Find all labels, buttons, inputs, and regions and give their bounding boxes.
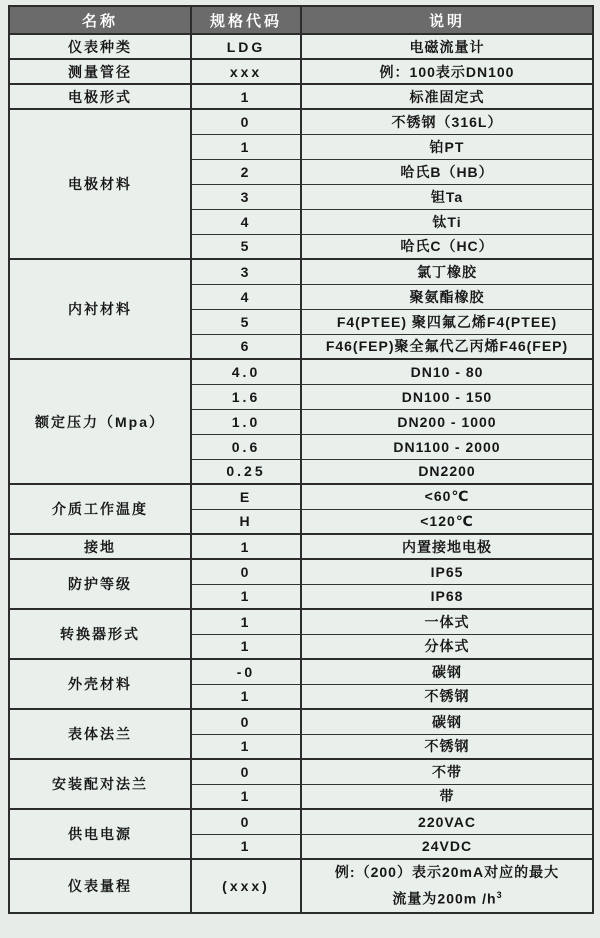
desc-cell: 哈氏B（HB）: [301, 159, 593, 184]
table-row: [9, 59, 593, 84]
code-cell: 1: [191, 784, 301, 809]
desc-cell: 碳钢: [301, 659, 593, 684]
desc-cell: 钛Ti: [301, 209, 593, 234]
desc-cell: 220VAC: [301, 809, 593, 834]
code-cell: 4.0: [191, 359, 301, 384]
code-cell: 0: [191, 709, 301, 734]
desc-cell: DN10 - 80: [301, 359, 593, 384]
group-name-cell: 测量管径: [9, 59, 191, 84]
code-cell: 1: [191, 734, 301, 759]
code-cell: 2: [191, 159, 301, 184]
code-cell: 1: [191, 534, 301, 559]
desc-cell: F46(FEP)聚全氟代乙丙烯F46(FEP): [301, 334, 593, 359]
desc-cell: 不锈钢（316L）: [301, 109, 593, 134]
group-name-cell: 外壳材料: [9, 659, 191, 709]
desc-cell: 不锈钢: [301, 684, 593, 709]
desc-cell: 不锈钢: [301, 734, 593, 759]
table-row: [9, 809, 593, 834]
desc-cell: 聚氨酯橡胶: [301, 284, 593, 309]
table-row: [9, 709, 593, 734]
group-name-cell: 仪表量程: [9, 859, 191, 913]
code-cell: 1: [191, 634, 301, 659]
col-header-code: 规格代码: [191, 6, 301, 34]
table-row: [9, 534, 593, 559]
code-cell: 1.6: [191, 384, 301, 409]
code-cell: 0.6: [191, 434, 301, 459]
group-name-cell: 电极形式: [9, 84, 191, 109]
table-row: [9, 759, 593, 784]
desc-cell: 钽Ta: [301, 184, 593, 209]
code-cell: 0.25: [191, 459, 301, 484]
code-cell: 1: [191, 584, 301, 609]
table-row: [9, 109, 593, 134]
code-cell: 4: [191, 284, 301, 309]
group-name-cell: 安装配对法兰: [9, 759, 191, 809]
group-name-cell: 接地: [9, 534, 191, 559]
group-name-cell: 表体法兰: [9, 709, 191, 759]
col-header-desc: 说明: [301, 6, 593, 34]
desc-cell: 碳钢: [301, 709, 593, 734]
group-name-cell: 防护等级: [9, 559, 191, 609]
desc-cell: 带: [301, 784, 593, 809]
code-cell: 0: [191, 109, 301, 134]
desc-cell: 哈氏C（HC）: [301, 234, 593, 259]
table-row: [9, 84, 593, 109]
code-cell: 1: [191, 834, 301, 859]
group-name-cell: 仪表种类: [9, 34, 191, 59]
desc-cell: DN100 - 150: [301, 384, 593, 409]
desc-cell: 例：100表示DN100: [301, 59, 593, 84]
desc-cell: F4(PTEE) 聚四氟乙烯F4(PTEE): [301, 309, 593, 334]
group-name-cell: 转换器形式: [9, 609, 191, 659]
code-cell: 0: [191, 809, 301, 834]
code-cell: 0: [191, 759, 301, 784]
group-name-cell: 内衬材料: [9, 259, 191, 359]
code-cell: 3: [191, 184, 301, 209]
code-cell: 5: [191, 234, 301, 259]
desc-cell: 氯丁橡胶: [301, 259, 593, 284]
code-cell: 5: [191, 309, 301, 334]
table-row: [9, 859, 593, 913]
group-name-cell: 电极材料: [9, 109, 191, 259]
code-cell: E: [191, 484, 301, 509]
desc-cell: 电磁流量计: [301, 34, 593, 59]
table-row: [9, 259, 593, 284]
code-cell: 3: [191, 259, 301, 284]
desc-cell: DN2200: [301, 459, 593, 484]
desc-cell: IP65: [301, 559, 593, 584]
table-row: [9, 609, 593, 634]
desc-cell: [301, 859, 593, 913]
table-row: [9, 659, 593, 684]
desc-cell: 分体式: [301, 634, 593, 659]
code-cell: 1: [191, 84, 301, 109]
desc-cell: 铂PT: [301, 134, 593, 159]
code-cell: xxx: [191, 59, 301, 84]
code-cell: -0: [191, 659, 301, 684]
desc-cell: <120℃: [301, 509, 593, 534]
desc-cell: DN1100 - 2000: [301, 434, 593, 459]
desc-cell: DN200 - 1000: [301, 409, 593, 434]
desc-cell: 内置接地电极: [301, 534, 593, 559]
code-cell: (xxx): [191, 859, 301, 913]
header-row: [9, 6, 593, 34]
code-cell: 1: [191, 609, 301, 634]
cubic-superscript: 3: [496, 890, 502, 900]
desc-cell: 不带: [301, 759, 593, 784]
range-desc-line2: 流量为200m $/h^3$: [392, 890, 502, 907]
table-row: [9, 34, 593, 59]
desc-cell: 标准固定式: [301, 84, 593, 109]
code-cell: 1.0: [191, 409, 301, 434]
col-header-name: 名称: [9, 6, 191, 34]
code-cell: H: [191, 509, 301, 534]
group-name-cell: 额定压力（Mpa）: [9, 359, 191, 484]
desc-cell: IP68: [301, 584, 593, 609]
desc-cell: 一体式: [301, 609, 593, 634]
group-name-cell: 供电电源: [9, 809, 191, 859]
table-row: [9, 559, 593, 584]
group-name-cell: 介质工作温度: [9, 484, 191, 534]
code-cell: 0: [191, 559, 301, 584]
table-row: [9, 484, 593, 509]
code-cell: 1: [191, 134, 301, 159]
code-cell: 6: [191, 334, 301, 359]
table-row: [9, 359, 593, 384]
code-cell: LDG: [191, 34, 301, 59]
spec-code-table: [8, 5, 594, 914]
code-cell: 4: [191, 209, 301, 234]
range-desc-line1: 例:（200）表示20mA对应的最大: [334, 864, 560, 880]
desc-cell: <60℃: [301, 484, 593, 509]
desc-cell: 24VDC: [301, 834, 593, 859]
code-cell: 1: [191, 684, 301, 709]
